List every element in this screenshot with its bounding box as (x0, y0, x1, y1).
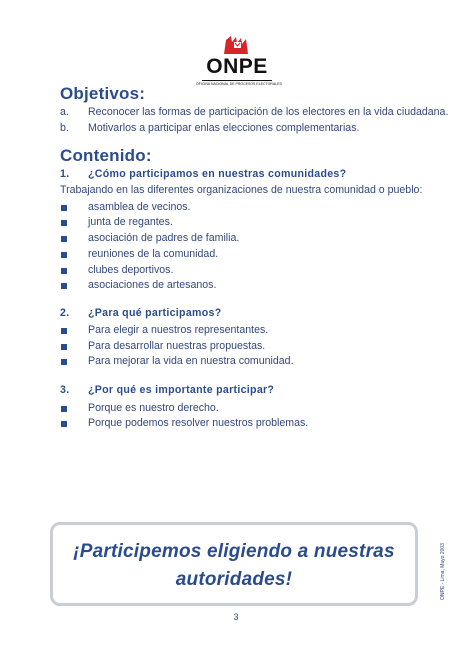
list-item-text: Porque es nuestro derecho. (88, 402, 219, 414)
ballot-hand-icon (222, 34, 252, 56)
logo-rule (202, 80, 272, 81)
section-question-text: ¿Cómo participamos en nuestras comunidades? (88, 168, 347, 180)
section-question-text: ¿Por qué es importante participar? (88, 384, 275, 396)
list-item (60, 340, 440, 354)
list-item (60, 402, 440, 416)
square-bullet-icon (61, 359, 67, 365)
section-question (60, 307, 440, 321)
square-bullet-icon (61, 236, 67, 242)
logo-tagline: OFICINA NACIONAL DE PROCESOS ELECTORALES (196, 82, 282, 86)
onpe-logo (196, 34, 282, 90)
section-intro: Trabajando en las diferentes organizaciones de nuestra comunidad o pueblo: (60, 184, 423, 196)
square-bullet-icon (61, 283, 67, 289)
list-item (60, 201, 440, 215)
logo-wordmark: ONPE (206, 55, 268, 78)
callout-box (50, 522, 418, 606)
list-item-text: asociación de padres de familia. (88, 232, 240, 244)
list-item-text: asamblea de vecinos. (88, 201, 191, 213)
objetivo-text: Reconocer las formas de participación de los electores en la vida ciudadana. (88, 106, 449, 118)
square-bullet-icon (61, 252, 67, 258)
objetivo-text: Motivarlos a participar enlas elecciones complementarias. (88, 122, 360, 134)
square-bullet-icon (61, 328, 67, 334)
square-bullet-icon (61, 344, 67, 350)
list-item-text: Para desarrollar nuestras propuestas. (88, 340, 266, 352)
list-item (60, 232, 440, 246)
square-bullet-icon (61, 406, 67, 412)
objetivo-marker: a. (60, 106, 69, 118)
list-item-text: Para mejorar la vida en nuestra comunidad. (88, 355, 294, 367)
objetivos-heading: Objetivos: (60, 84, 146, 103)
side-caption: ONPE - Lima, Mayo 2003 (440, 543, 446, 600)
list-item (60, 248, 440, 262)
section-question-text: ¿Para qué participamos? (88, 307, 222, 319)
objetivo-item (60, 122, 440, 136)
square-bullet-icon (61, 421, 67, 427)
square-bullet-icon (61, 205, 67, 211)
section-question (60, 384, 440, 398)
section-question (60, 168, 440, 182)
list-item (60, 417, 440, 431)
list-item (60, 355, 440, 369)
list-item (60, 264, 440, 278)
list-item-text: Para elegir a nuestros representantes. (88, 324, 269, 336)
callout-line-2: autoridades! (175, 569, 293, 590)
page-number: 3 (233, 612, 239, 622)
list-item-text: asociaciones de artesanos. (88, 279, 217, 291)
list-item-text: junta de regantes. (88, 216, 173, 228)
square-bullet-icon (61, 220, 67, 226)
square-bullet-icon (61, 268, 67, 274)
list-item-text: Porque podemos resolver nuestros problemas. (88, 417, 309, 429)
callout-line-1: ¡Participemos eligiendo a nuestras (73, 541, 395, 562)
list-item (60, 279, 440, 293)
section-marker: 3. (60, 384, 70, 396)
section-marker: 1. (60, 168, 70, 180)
objetivo-marker: b. (60, 122, 69, 134)
section-marker: 2. (60, 307, 70, 319)
contenido-heading: Contenido: (60, 146, 152, 165)
list-item (60, 216, 440, 230)
list-item (60, 324, 440, 338)
list-item-text: reuniones de la comunidad. (88, 248, 219, 260)
list-item-text: clubes deportivos. (88, 264, 174, 276)
objetivo-item (60, 106, 449, 120)
